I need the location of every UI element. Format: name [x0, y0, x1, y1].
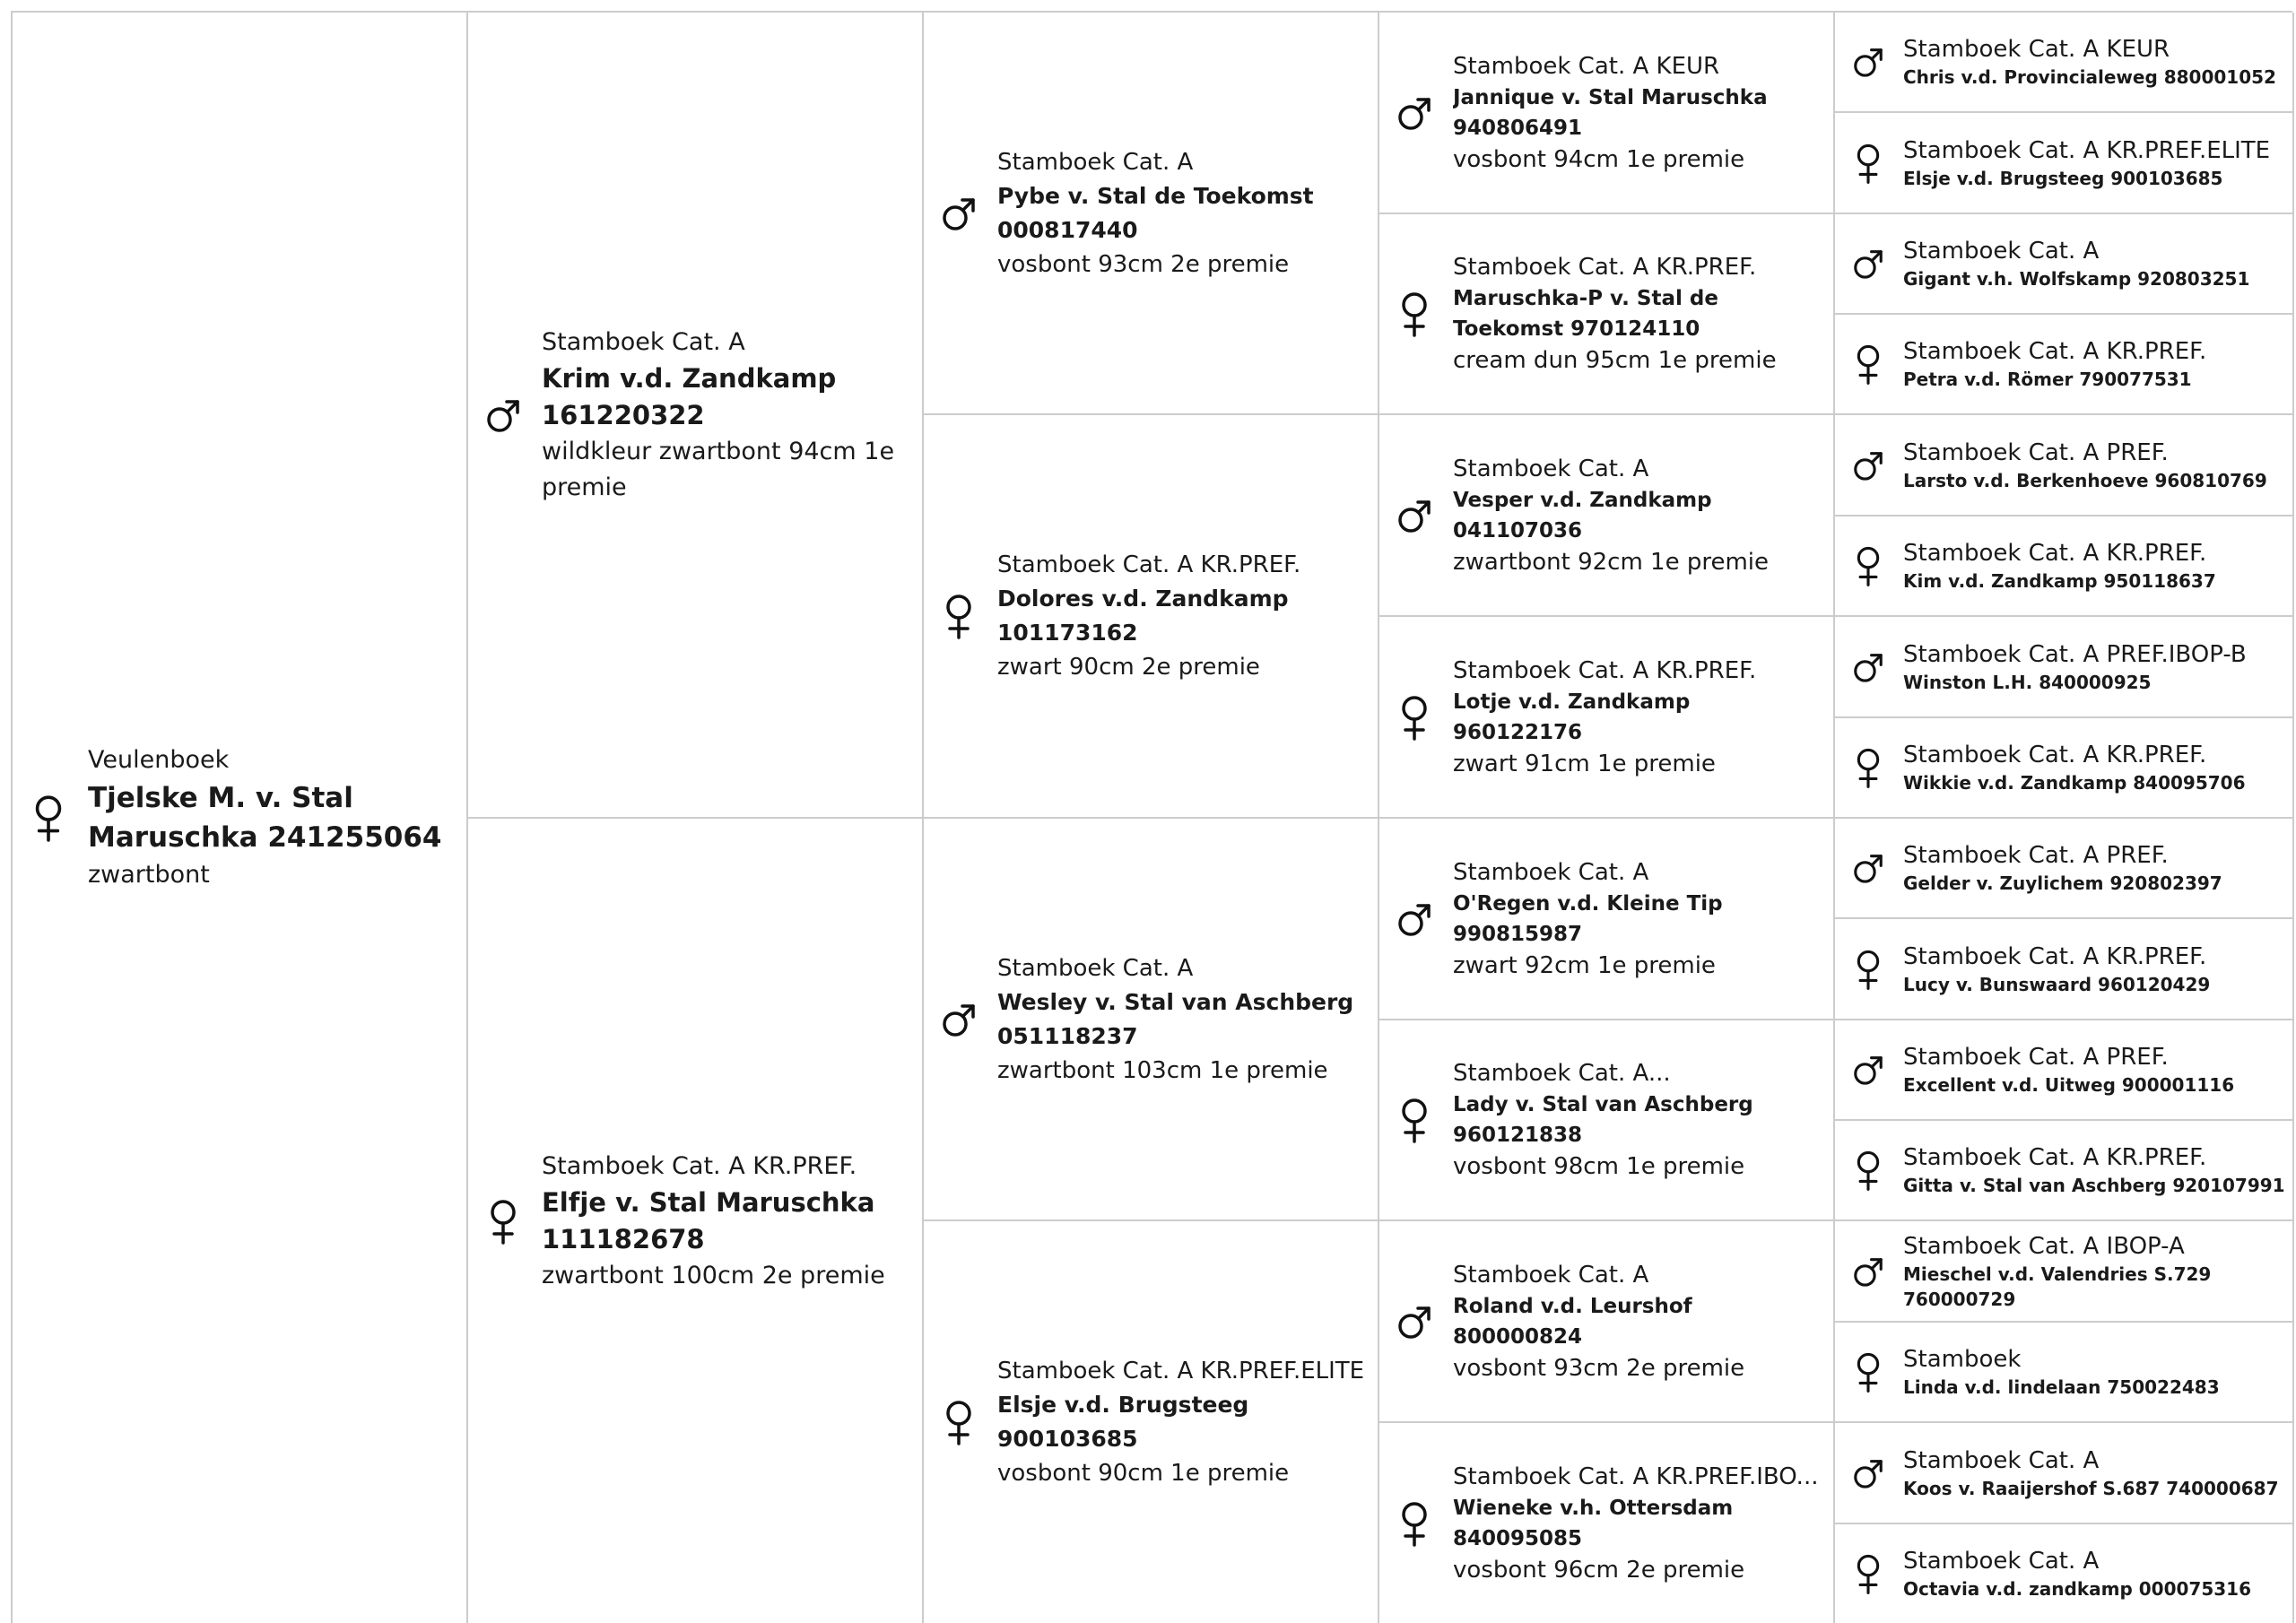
ancestor-cell — [1379, 1221, 1835, 1423]
horse-register: Stamboek Cat. A KR.PREF.ELITE — [997, 1358, 1365, 1384]
horse-name: Excellent v.d. Uitweg 900001116 — [1903, 1074, 2235, 1096]
horse-details: zwartbont 103cm 1e premie — [997, 1056, 1328, 1084]
horse-register: Stamboek Cat. A PREF. — [1903, 1044, 2169, 1071]
female-icon — [1396, 693, 1433, 742]
horse-name: Jannique v. Stal Maruschka 940806491 — [1453, 85, 1768, 140]
female-icon — [29, 793, 68, 843]
horse-name: Winston L.H. 840000925 — [1903, 671, 2152, 693]
horse-name: Wieneke v.h. Ottersdam 840095085 — [1453, 1496, 1734, 1550]
horse-details: zwartbont — [88, 861, 210, 889]
horse-register: Stamboek Cat. A KR.PREF. — [1903, 1144, 2207, 1171]
horse-register: Stamboek Cat. A — [1453, 455, 1649, 482]
horse-name: Wikkie v.d. Zandkamp 840095706 — [1903, 772, 2246, 794]
horse-register: Stamboek Cat. A PREF.IBOP-B — [1903, 640, 2247, 668]
ancestor-cell — [1835, 617, 2294, 718]
ancestor-cell — [1835, 1524, 2294, 1623]
female-icon — [1851, 1350, 1885, 1393]
ancestor-cell — [1379, 214, 1835, 415]
horse-details: vosbont 93cm 2e premie — [997, 250, 1290, 278]
horse-name: Elfje v. Stal Maruschka 111182678 — [542, 1186, 875, 1254]
horse-register: Stamboek Cat. A KR.PREF. — [1903, 742, 2207, 768]
male-icon — [1396, 1298, 1433, 1346]
horse-details: vosbont 98cm 1e premie — [1453, 1153, 1745, 1180]
horse-name: Tjelske M. v. Stal Maruschka 241255064 — [88, 782, 442, 854]
male-icon — [1851, 40, 1885, 83]
horse-name: Linda v.d. lindelaan 750022483 — [1903, 1376, 2220, 1398]
horse-register: Stamboek Cat. A PREF. — [1903, 438, 2169, 466]
ancestor-cell — [1379, 1020, 1835, 1221]
horse-name: Pybe v. Stal de Toekomst 000817440 — [997, 182, 1314, 243]
horse-name: Lotje v.d. Zandkamp 960122176 — [1453, 690, 1691, 744]
ancestor-cell — [1379, 13, 1835, 214]
horse-register: Stamboek Cat. A PREF. — [1903, 842, 2169, 869]
horse-name: Mieschel v.d. Valendries S.729 760000729 — [1903, 1263, 2212, 1310]
horse-register: Stamboek Cat. A KR.PREF. — [1903, 338, 2207, 365]
horse-details: zwart 92cm 1e premie — [1453, 951, 1716, 979]
ancestor-cell — [924, 819, 1379, 1221]
male-icon — [1851, 444, 1885, 487]
ancestor-cell — [1835, 113, 2294, 214]
horse-register: Stamboek Cat. A — [1903, 1446, 2100, 1474]
horse-details: zwart 90cm 2e premie — [997, 654, 1260, 681]
female-icon — [1851, 948, 1885, 991]
horse-name: Octavia v.d. zandkamp 000075316 — [1903, 1578, 2251, 1600]
male-icon — [940, 189, 978, 238]
horse-register: Stamboek Cat. A KR.PREF. — [1903, 540, 2207, 567]
ancestor-cell — [1835, 718, 2294, 819]
female-icon — [1851, 142, 1885, 185]
ancestor-cell — [924, 1221, 1379, 1623]
ancestor-cell — [1835, 1121, 2294, 1221]
horse-name: Lucy v. Bunswaard 960120429 — [1903, 973, 2211, 995]
ancestor-cell — [1835, 13, 2294, 113]
horse-name: Gitta v. Stal van Aschberg 920107991 — [1903, 1175, 2285, 1196]
horse-name: Gigant v.h. Wolfskamp 920803251 — [1903, 268, 2250, 290]
female-icon — [1396, 1499, 1433, 1548]
ancestor-cell — [1379, 617, 1835, 819]
horse-register: Stamboek Cat. A KEUR — [1453, 52, 1720, 80]
female-icon — [1851, 1552, 1885, 1595]
pedigree-chart — [11, 11, 2292, 1623]
horse-details: zwartbont 100cm 2e premie — [542, 1261, 885, 1289]
horse-name: Dolores v.d. Zandkamp 101173162 — [997, 586, 1289, 646]
horse-name: Koos v. Raaijershof S.687 740000687 — [1903, 1477, 2279, 1499]
horse-name: Petra v.d. Römer 790077531 — [1903, 369, 2192, 390]
female-icon — [940, 1398, 978, 1446]
horse-name: Elsje v.d. Brugsteeg 900103685 — [1903, 167, 2223, 189]
horse-details: vosbont 90cm 1e premie — [997, 1460, 1290, 1487]
female-icon — [484, 1197, 522, 1245]
ancestor-cell — [1835, 516, 2294, 617]
horse-name: Wesley v. Stal van Aschberg 051118237 — [997, 988, 1354, 1049]
female-icon — [1851, 1149, 1885, 1192]
horse-register: Stamboek Cat. A KR.PREF.IBO... — [1453, 1462, 1819, 1490]
horse-details: zwart 91cm 1e premie — [1453, 750, 1716, 777]
horse-details: cream dun 95cm 1e premie — [1453, 347, 1777, 374]
ancestor-cell — [1835, 315, 2294, 415]
horse-register: Veulenboek — [88, 746, 230, 774]
horse-register: Stamboek Cat. A KR.PREF. — [1453, 254, 1757, 281]
ancestor-cell — [1835, 819, 2294, 919]
horse-name: Elsje v.d. Brugsteeg 900103685 — [997, 1392, 1249, 1452]
horse-register: Stamboek Cat. A KR.PREF. — [542, 1151, 857, 1180]
horse-register: Stamboek Cat. A — [542, 327, 745, 356]
horse-register: Stamboek Cat. A IBOP-A — [1903, 1232, 2185, 1260]
female-icon — [1396, 1096, 1433, 1144]
horse-register: Stamboek Cat. A KR.PREF. — [1903, 942, 2207, 970]
horse-details: vosbont 94cm 1e premie — [1453, 145, 1745, 173]
male-icon — [1396, 491, 1433, 540]
ancestor-cell — [1835, 919, 2294, 1020]
ancestor-cell — [1835, 1423, 2294, 1524]
ancestor-cell — [924, 13, 1379, 415]
horse-register: Stamboek Cat. A — [1903, 238, 2100, 265]
horse-details: vosbont 93cm 2e premie — [1453, 1354, 1745, 1382]
horse-register: Stamboek Cat. A... — [1453, 1060, 1671, 1087]
male-icon — [1851, 1452, 1885, 1495]
horse-name: Kim v.d. Zandkamp 950118637 — [1903, 570, 2216, 592]
female-icon — [1851, 343, 1885, 386]
female-icon — [1396, 290, 1433, 338]
male-icon — [1396, 895, 1433, 943]
horse-register: Stamboek Cat. A KR.PREF. — [997, 551, 1301, 578]
sire-cell — [468, 13, 924, 819]
ancestor-cell — [1379, 1423, 1835, 1623]
male-icon — [1851, 1048, 1885, 1091]
ancestor-cell — [1379, 819, 1835, 1020]
ancestor-cell — [1835, 214, 2294, 315]
male-icon — [940, 995, 978, 1044]
horse-details: vosbont 96cm 2e premie — [1453, 1556, 1745, 1584]
horse-details: wildkleur zwartbont 94cm 1e premie — [542, 437, 895, 501]
horse-register: Stamboek Cat. A KR.PREF.ELITE — [1903, 136, 2271, 164]
horse-name: Vesper v.d. Zandkamp 041107036 — [1453, 488, 1712, 542]
ancestor-cell — [1835, 415, 2294, 516]
male-icon — [1851, 646, 1885, 689]
horse-name: Maruschka-P v. Stal de Toekomst 970124110 — [1453, 287, 1718, 341]
female-icon — [1851, 746, 1885, 789]
male-icon — [1851, 1250, 1885, 1293]
dam-cell — [468, 819, 924, 1623]
horse-register: Stamboek Cat. A — [1453, 1261, 1649, 1289]
horse-name: Roland v.d. Leurshof 800000824 — [1453, 1294, 1692, 1349]
male-icon — [1851, 846, 1885, 890]
male-icon — [1851, 242, 1885, 285]
horse-register: Stamboek — [1903, 1346, 2022, 1373]
horse-name: Krim v.d. Zandkamp 161220322 — [542, 362, 837, 430]
horse-name: O'Regen v.d. Kleine Tip 990815987 — [1453, 891, 1723, 946]
ancestor-cell — [1835, 1323, 2294, 1423]
horse-register: Stamboek Cat. A — [1453, 858, 1649, 886]
ancestor-cell — [1835, 1221, 2294, 1323]
female-icon — [1851, 544, 1885, 587]
female-icon — [940, 592, 978, 640]
horse-details: zwartbont 92cm 1e premie — [1453, 548, 1770, 576]
horse-register: Stamboek Cat. A — [997, 148, 1194, 176]
ancestor-cell — [1835, 1020, 2294, 1121]
horse-register: Stamboek Cat. A KEUR — [1903, 36, 2170, 63]
horse-name: Larsto v.d. Berkenhoeve 960810769 — [1903, 469, 2267, 491]
horse-register: Stamboek Cat. A — [1903, 1548, 2100, 1575]
horse-name: Gelder v. Zuylichem 920802397 — [1903, 872, 2222, 894]
ancestor-cell — [924, 415, 1379, 819]
male-icon — [484, 391, 522, 439]
horse-name: Lady v. Stal van Aschberg 960121838 — [1453, 1093, 1753, 1147]
male-icon — [1396, 89, 1433, 137]
horse-register: Stamboek Cat. A KR.PREF. — [1453, 656, 1757, 684]
ancestor-cell — [1379, 415, 1835, 617]
subject-cell — [13, 13, 468, 1623]
horse-name: Chris v.d. Provincialeweg 880001052 — [1903, 66, 2276, 88]
horse-register: Stamboek Cat. A — [997, 954, 1194, 982]
